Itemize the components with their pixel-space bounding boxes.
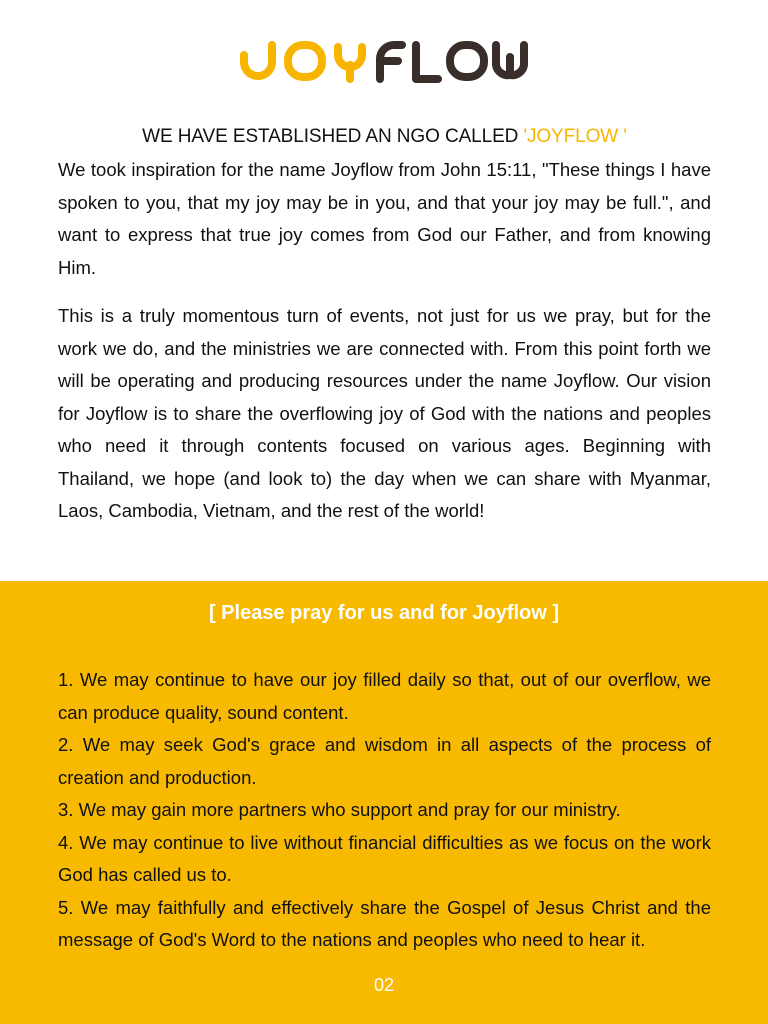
prayer-list [58, 664, 711, 957]
intro-heading [58, 120, 711, 154]
intro-section [58, 120, 711, 528]
joyflow-wordmark-logo-icon [234, 35, 534, 87]
prayer-item: 1. We may continue to have our joy filled daily so that, out of our overflow, we can produce quality, sound content. [58, 669, 711, 723]
prayer-section [0, 581, 768, 1024]
prayer-item: 4. We may continue to live without financial difficulties as we focus on the work God has called us to. [58, 831, 711, 885]
intro-paragraph-2: This is a truly momentous turn of events, not just for us we pray, but for the work we do, and the ministries we are connected with. From this point forth we will be operating and producing resources under the name Joyflow. Our vision for Joyflow is to share the overflowing joy of God with the nations and peoples who need it through contents focused on various ages. Beginning with Thailand, we hope (and look to) the day when we can share with Myanmar, Laos, Cambodia, Vietnam, and the rest of the world! [58, 305, 711, 521]
heading-text: WE HAVE ESTABLISHED AN NGO CALLED [142, 126, 524, 147]
prayer-item: 5. We may faithfully and effectively share the Gospel of Jesus Christ and the message of God's Word to the nations and peoples who need to hear it. [58, 896, 711, 950]
prayer-item: 3. We may gain more partners who support and pray for our ministry. [58, 799, 621, 820]
page-number: 02 [373, 975, 395, 995]
intro-paragraph-1: We took inspiration for the name Joyflow from John 15:11, "These things I have spoken to you, that my joy may be in you, and that your joy may be full.", and want to express that true joy comes from God our Father, and from knowing Him. [58, 159, 711, 278]
heading-accent-name: 'JOYFLOW ' [523, 126, 627, 147]
joyflow-logo [0, 30, 768, 92]
prayer-title: [ Please pray for us and for Joyflow ] [208, 602, 560, 624]
prayer-item: 2. We may seek God's grace and wisdom in all aspects of the process of creation and production. [58, 734, 711, 788]
